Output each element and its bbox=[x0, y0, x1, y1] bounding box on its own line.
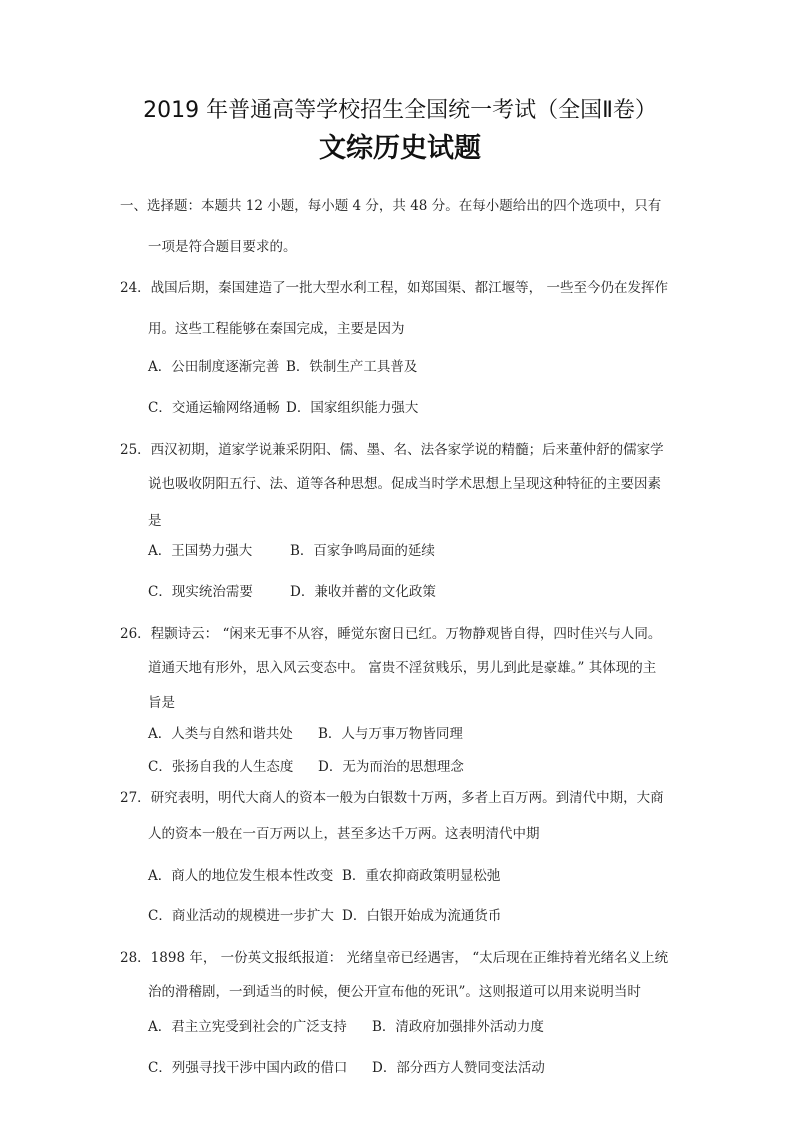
option-d: D．兼收并蓄的文化政策 bbox=[290, 584, 436, 600]
option-c: C．现实统治需要 bbox=[148, 584, 253, 600]
question-text-line: 26．程颢诗云： “闲来无事不从容，睡觉东窗日已红。万物静观皆自得，四时佳兴与人同。 bbox=[120, 626, 662, 642]
option-a: A．王国势力强大 bbox=[148, 543, 253, 559]
option-a: A．人类与自然和谐共处 bbox=[148, 726, 293, 742]
option-d: D．白银开始成为流通货币 bbox=[342, 908, 502, 924]
option-c: C．交通运输网络通畅 bbox=[148, 400, 280, 416]
question-text-line: 27．研究表明，明代大商人的资本一般为白银数十万两，多者上百万两。到清代中期，大商 bbox=[120, 790, 664, 806]
option-d: D．国家组织能力强大 bbox=[286, 400, 419, 416]
option-d: D．无为而治的思想理念 bbox=[318, 759, 464, 775]
option-c: C．商业活动的规模进一步扩大 bbox=[148, 908, 334, 924]
option-b: B．百家争鸣局面的延续 bbox=[290, 543, 435, 559]
option-d: D．部分西方人赞同变法活动 bbox=[372, 1060, 545, 1076]
question-text-line: 说也吸收阴阳五行、法、道等各种思想。促成当时学术思想上呈现这种特征的主要因素 bbox=[148, 476, 661, 492]
question-text-line: 旨是 bbox=[148, 695, 175, 711]
question-text-line: 用。这些工程能够在秦国完成，主要是因为 bbox=[148, 321, 405, 337]
option-b: B．铁制生产工具普及 bbox=[286, 359, 418, 375]
option-a: A．商人的地位发生根本性改变 bbox=[148, 868, 334, 884]
exam-subtitle: 文综历史试题 bbox=[319, 133, 481, 164]
question-text-line: 28．1898 年， 一份英文报纸报道： 光绪皇帝已经遇害， “太后现在正维持着光绪名义上统 bbox=[120, 950, 669, 966]
exam-title: 2019 年普通高等学校招生全国统一考试（全国Ⅱ卷） bbox=[143, 98, 657, 123]
option-b: B．人与万事万物皆同理 bbox=[318, 726, 463, 742]
option-a: A．公田制度逐渐完善 bbox=[148, 359, 280, 375]
option-b: B．清政府加强排外活动力度 bbox=[372, 1019, 544, 1035]
option-a: A．君主立宪受到社会的广泛支持 bbox=[148, 1019, 347, 1035]
question-text-line: 治的滑稽剧，一到适当的时候，便公开宣布他的死讯”。这则报道可以用来说明当时 bbox=[148, 984, 641, 1000]
option-b: B．重农抑商政策明显松弛 bbox=[342, 868, 501, 884]
option-c: C．张扬自我的人生态度 bbox=[148, 759, 294, 775]
question-text-line: 25．西汉初期，道家学说兼采阴阳、儒、墨、名、法各家学说的精髓；后来董仲舒的儒家学 bbox=[120, 442, 664, 458]
question-text-line: 24．战国后期，秦国建造了一批大型水利工程，如郑国渠、都江堰等， 一些至今仍在发挥作 bbox=[120, 280, 668, 296]
section-instruction-line2: 一项是符合题目要求的。 bbox=[148, 239, 297, 255]
question-text-line: 是 bbox=[148, 513, 162, 529]
question-text-line: 人的资本一般在一百万两以上，甚至多达千万两。这表明清代中期 bbox=[148, 826, 540, 842]
option-c: C．列强寻找干涉中国内政的借口 bbox=[148, 1060, 348, 1076]
section-instruction-line1: 一、选择题：本题共 12 小题，每小题 4 分，共 48 分。在每小题给出的四个选项中，只有 bbox=[120, 198, 662, 214]
question-text-line: 道通天地有形外，思入风云变态中。 富贵不淫贫贱乐，男儿到此是豪雄。” 其体现的主 bbox=[148, 660, 657, 676]
